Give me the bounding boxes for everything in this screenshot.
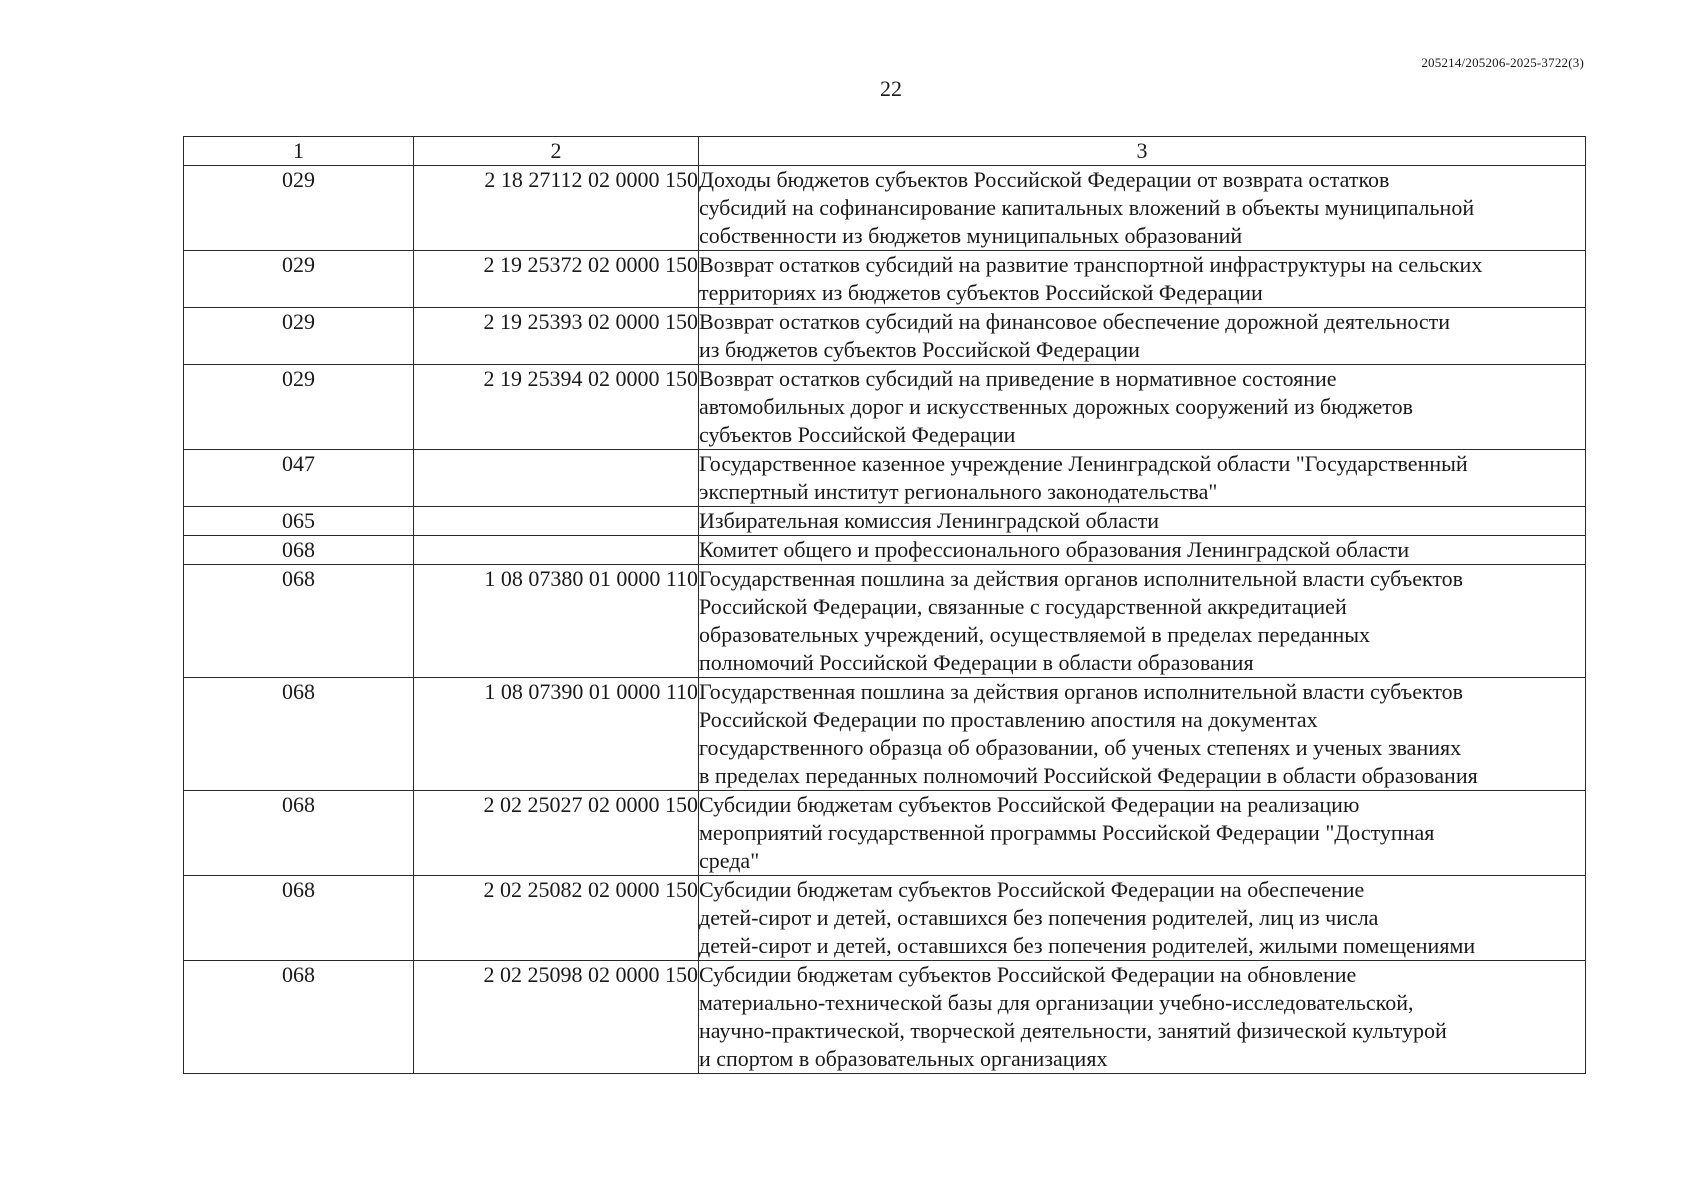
description-line: территориях из бюджетов субъектов Российской Федерации	[699, 280, 1263, 305]
admin-code-cell: 065	[184, 507, 414, 536]
budget-code-cell: 1 08 07380 01 0000 110	[414, 565, 699, 678]
table-row	[184, 961, 1586, 1074]
admin-code-cell: 068	[184, 876, 414, 961]
description-line: образовательных учреждений, осуществляемой в пределах переданных	[699, 622, 1371, 647]
description-line: среда"	[699, 848, 760, 873]
budget-code-cell: 2 19 25393 02 0000 150	[414, 308, 699, 365]
admin-code-cell: 029	[184, 166, 414, 251]
table-row	[184, 251, 1586, 308]
description-cell	[699, 166, 1586, 251]
table-row	[184, 450, 1586, 507]
admin-code-cell: 029	[184, 365, 414, 450]
description-cell	[699, 308, 1586, 365]
admin-code-cell: 068	[184, 678, 414, 791]
table-row	[184, 507, 1586, 536]
admin-code-cell: 068	[184, 791, 414, 876]
budget-code-cell	[414, 536, 699, 565]
description-cell	[699, 450, 1586, 507]
budget-code-cell	[414, 507, 699, 536]
table-row	[184, 565, 1586, 678]
description-cell	[699, 565, 1586, 678]
description-line: Возврат остатков субсидий на финансовое обеспечение дорожной деятельности	[699, 309, 1451, 334]
description-cell	[699, 251, 1586, 308]
table-row	[184, 678, 1586, 791]
budget-code-cell	[414, 450, 699, 507]
description-cell	[699, 876, 1586, 961]
admin-code-cell: 029	[184, 251, 414, 308]
table-row	[184, 536, 1586, 565]
description-line: Возврат остатков субсидий на приведение в нормативное состояние	[699, 366, 1337, 391]
description-line: автомобильных дорог и искусственных дорожных сооружений из бюджетов	[699, 394, 1414, 419]
description-cell	[699, 961, 1586, 1074]
table-row	[184, 166, 1586, 251]
table-row	[184, 791, 1586, 876]
description-line: из бюджетов субъектов Российской Федерации	[699, 337, 1140, 362]
description-cell	[699, 365, 1586, 450]
description-line: Избирательная комиссия Ленинградской области	[699, 508, 1160, 533]
income-codes-table	[183, 136, 1586, 1074]
description-line: в пределах переданных полномочий Российской Федерации в области образования	[699, 763, 1478, 788]
description-line: материально-технической базы для организации учебно-исследовательской,	[699, 990, 1414, 1015]
description-line: Российской Федерации по проставлению апостиля на документах	[699, 707, 1318, 732]
description-line: государственного образца об образовании, об ученых степенях и ученых званиях	[699, 735, 1462, 760]
column-header-1: 1	[184, 137, 414, 166]
description-line: детей-сирот и детей, оставшихся без попечения родителей, жилыми помещениями	[699, 933, 1476, 958]
description-cell	[699, 678, 1586, 791]
column-header-3: 3	[699, 137, 1586, 166]
admin-code-cell: 047	[184, 450, 414, 507]
description-line: Российской Федерации, связанные с государственной аккредитацией	[699, 594, 1347, 619]
description-line: детей-сирот и детей, оставшихся без попечения родителей, лиц из числа	[699, 905, 1379, 930]
budget-code-cell: 2 19 25394 02 0000 150	[414, 365, 699, 450]
description-line: Государственная пошлина за действия органов исполнительной власти субъектов	[699, 679, 1464, 704]
description-line: Субсидии бюджетам субъектов Российской Федерации на обеспечение	[699, 877, 1365, 902]
admin-code-cell: 068	[184, 536, 414, 565]
admin-code-cell: 068	[184, 961, 414, 1074]
description-line: собственности из бюджетов муниципальных образований	[699, 223, 1243, 248]
admin-code-cell: 029	[184, 308, 414, 365]
table-row	[184, 365, 1586, 450]
column-header-2: 2	[414, 137, 699, 166]
document-id: 205214/205206-2025-3722(3)	[1421, 55, 1584, 70]
description-cell	[699, 507, 1586, 536]
budget-code-cell: 1 08 07390 01 0000 110	[414, 678, 699, 791]
column-number-row	[184, 137, 1586, 166]
description-line: Государственное казенное учреждение Ленинградской области "Государственный	[699, 451, 1468, 476]
description-line: Субсидии бюджетам субъектов Российской Федерации на реализацию	[699, 792, 1360, 817]
budget-code-cell: 2 18 27112 02 0000 150	[414, 166, 699, 251]
description-line: Доходы бюджетов субъектов Российской Федерации от возврата остатков	[699, 167, 1390, 192]
budget-code-cell: 2 02 25098 02 0000 150	[414, 961, 699, 1074]
budget-code-cell: 2 02 25027 02 0000 150	[414, 791, 699, 876]
description-line: Возврат остатков субсидий на развитие транспортной инфраструктуры на сельских	[699, 252, 1483, 277]
description-line: Субсидии бюджетам субъектов Российской Федерации на обновление	[699, 962, 1357, 987]
description-cell	[699, 791, 1586, 876]
description-line: субъектов Российской Федерации	[699, 422, 1016, 447]
description-line: Комитет общего и профессионального образования Ленинградской области	[699, 537, 1410, 562]
table-body	[184, 166, 1586, 1074]
budget-code-cell: 2 19 25372 02 0000 150	[414, 251, 699, 308]
description-line: и спортом в образовательных организациях	[699, 1046, 1108, 1071]
page-number: 22	[880, 76, 902, 101]
admin-code-cell: 068	[184, 565, 414, 678]
description-line: Государственная пошлина за действия органов исполнительной власти субъектов	[699, 566, 1464, 591]
budget-code-cell: 2 02 25082 02 0000 150	[414, 876, 699, 961]
table-row	[184, 308, 1586, 365]
description-cell	[699, 536, 1586, 565]
table-row	[184, 876, 1586, 961]
description-line: полномочий Российской Федерации в области образования	[699, 650, 1254, 675]
description-line: мероприятий государственной программы Российской Федерации "Доступная	[699, 820, 1435, 845]
description-line: экспертный институт регионального законодательства"	[699, 479, 1218, 504]
description-line: субсидий на софинансирование капитальных вложений в объекты муниципальной	[699, 195, 1475, 220]
description-line: научно-практической, творческой деятельности, занятий физической культурой	[699, 1018, 1447, 1043]
